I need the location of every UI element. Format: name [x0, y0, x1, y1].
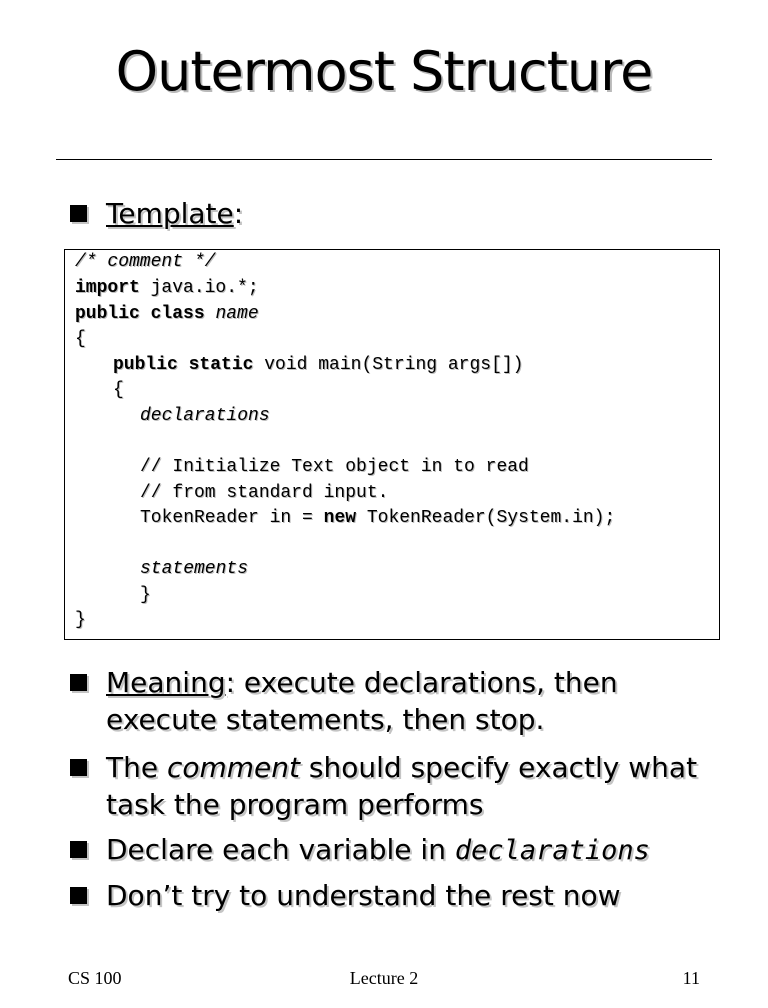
bullet-square-icon	[70, 887, 87, 904]
code-text: TokenReader in =	[140, 508, 324, 528]
comment-text-b: should specify exactly what task the program performs	[106, 751, 698, 821]
bullet-declare	[70, 831, 726, 869]
bullet-square-icon	[70, 674, 87, 691]
meaning-label: Meaning	[106, 666, 226, 699]
code-keyword: public class	[75, 304, 205, 324]
bullet-dont	[70, 877, 726, 914]
code-comment-init: // Initialize Text object in to read	[140, 457, 529, 477]
bullet-meaning	[70, 664, 726, 738]
code-comment-line: /* comment */	[75, 252, 216, 272]
code-text: TokenReader(System.in);	[356, 508, 616, 528]
template-colon: :	[233, 197, 244, 230]
code-tokenreader-line	[140, 506, 615, 531]
template-label: Template	[106, 197, 234, 230]
declare-text: Declare each variable in	[106, 833, 455, 866]
code-open-brace: {	[75, 329, 86, 349]
code-template-box	[64, 249, 720, 640]
bullet-square-icon	[70, 841, 87, 858]
code-text: java.io.*;	[139, 278, 259, 298]
code-declarations: declarations	[140, 406, 270, 426]
code-keyword: import	[75, 278, 140, 298]
code-close-brace: }	[75, 610, 86, 630]
bullet-template	[70, 195, 726, 232]
meaning-text: : execute declarations, then execute statements, then stop.	[106, 666, 618, 736]
code-keyword: new	[323, 508, 357, 528]
comment-text-a: The	[106, 751, 167, 784]
code-text: void main(String args[])	[253, 355, 524, 375]
footer-lecture: Lecture 2	[349, 968, 419, 988]
footer-course: CS 100	[68, 968, 122, 988]
dont-text: Don’t try to understand the rest now	[106, 879, 621, 912]
code-class-name: name	[215, 304, 259, 324]
bullet-square-icon	[70, 759, 87, 776]
bullet-square-icon	[70, 205, 87, 222]
code-import-line	[75, 276, 259, 301]
code-main-line	[113, 353, 523, 378]
code-statements: statements	[140, 559, 249, 579]
code-comment-stdin: // from standard input.	[140, 483, 389, 503]
code-main-close-brace: }	[140, 585, 151, 605]
title-divider	[56, 159, 712, 160]
footer-page-number: 11	[682, 968, 700, 988]
slide-title: Outermost Structure	[115, 40, 653, 103]
code-class-line	[75, 302, 259, 327]
comment-word: comment	[166, 751, 301, 784]
code-keyword: public static	[113, 355, 254, 375]
declare-code: declarations	[454, 835, 650, 866]
code-main-open-brace: {	[113, 380, 124, 400]
bullet-comment	[70, 749, 726, 823]
